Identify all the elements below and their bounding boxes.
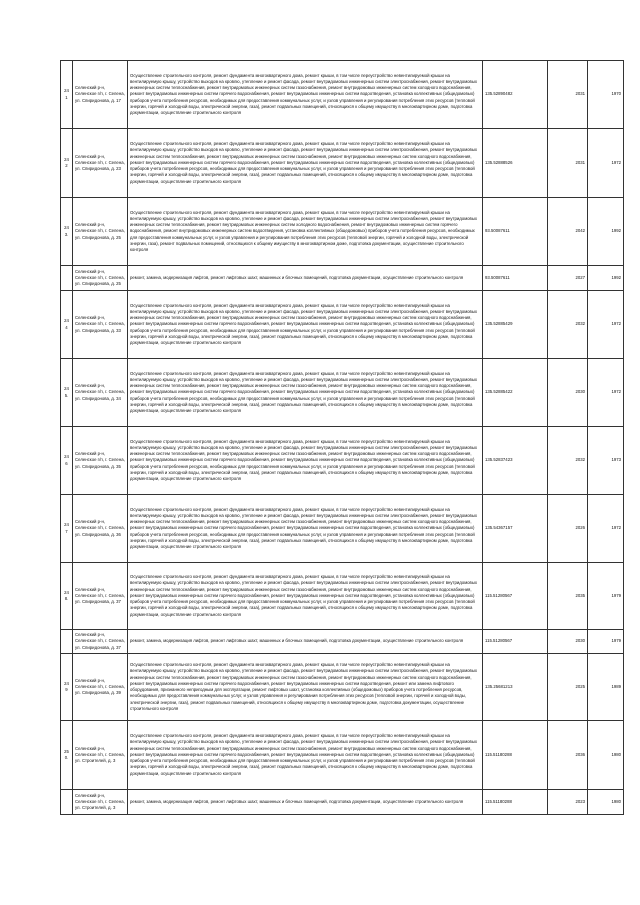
row-planned-year: 2030 — [548, 630, 588, 654]
row-planned-year: 2030 — [548, 359, 588, 427]
row-planned-year: 2025 — [548, 654, 588, 721]
row-number: 248. — [61, 563, 73, 630]
row-cadastral-number: 135.52888526 — [483, 129, 548, 198]
row-planned-year: 2032 — [548, 427, 588, 495]
row-year-built: 1972 — [588, 495, 624, 563]
row-cadastral-number: 115.51180288 — [483, 721, 548, 790]
row-work-description: Осуществление строительного контроля, ремонт фундамента многоквартирного дома, ремонт крыши, в том числе переустройство невентилируемой крыши на вентилируемую крышу, устройство выходов на кровлю, утепление и ремонт фасада, ремонт внутридомовых инженерных систем электроснабжения, ремонт внутридомовых инженерных систем теплоснабжения, ремонт внутридомовых инженерных систем газоснабжения, ремонт внутридомовых инженерных систем холодного водоснабжения, ремонт внутридомовых инженерных систем горячего водоснабжения, ремонт внутридомовых инженерных систем водоотведения, установка коллективных (общедомовых) приборов учета потребления ресурсов, необходимых для предоставления коммунальных услуг, и узлов управления и регулирования потребления этих ресурсов (тепловой энергии, горячей и холодной воды, электрической энергии, газа), ремонт подвальных помещений, относящихся к общему имуществу в многоквартирном доме, подготовка документации, осуществление строительного контроля — [128, 359, 483, 427]
row-work-description: ремонт, замена, модернизация лифтов, ремонт лифтовых шахт, машинных и блочных помещений, подготовка документации, осуществление строительного контроля — [128, 266, 483, 291]
row-year-built: 1979 — [588, 563, 624, 630]
row-planned-year: 2042 — [548, 198, 588, 266]
row-work-description: Осуществление строительного контроля, ремонт фундамента многоквартирного дома, ремонт крыши, в том числе переустройство невентилируемой крыши на вентилируемую крышу, устройство выходов на кровлю, утепление и ремонт фасада, ремонт внутридомовых инженерных систем электроснабжения, ремонт внутридомовых инженерных систем теплоснабжения, ремонт внутридомовых инженерных систем газоснабжения, ремонт внутридомовых инженерных систем холодного водоснабжения, ремонт внутридомовых инженерных систем горячего водоснабжения, ремонт внутридомовых инженерных систем водоотведения, установка коллективных (общедомовых) приборов учета потребления ресурсов, необходимых для предоставления коммунальных услуг, и узлов управления и регулирования потребления этих ресурсов (тепловой энергии, горячей и холодной воды, электрической энергии, газа), ремонт подвальных помещений, относящихся к общему имуществу в многоквартирном доме, подготовка документации, осуществление строительного контроля — [128, 495, 483, 563]
row-work-description: Осуществление строительного контроля, ремонт фундамента многоквартирного дома, ремонт крыши, в том числе переустройство невентилируемой крыши на вентилируемую крышу, устройство выходов на кровлю, утепление и ремонт фасада, ремонт внутридомовых инженерных систем электроснабжения, ремонт внутридомовых инженерных систем теплоснабжения, ремонт внутридомовых инженерных систем газоснабжения, ремонт внутридомовых инженерных систем холодного водоснабжения, ремонт внутридомовых инженерных систем горячего водоснабжения, ремонт внутридомовых инженерных систем водоотведения, установка коллективных (общедомовых) приборов учета потребления ресурсов, необходимых для предоставления коммунальных услуг, и узлов управления и регулирования потребления этих ресурсов (тепловой энергии, горячей и холодной воды, электрической энергии, газа), ремонт подвальных помещений, относящихся к общему имуществу в многоквартирном доме, подготовка документации, осуществление строительного контроля — [128, 563, 483, 630]
row-number: 246 — [61, 427, 73, 495]
row-planned-year: 2027 — [548, 266, 588, 291]
row-cadastral-number: 135.25681213 — [483, 654, 548, 721]
row-cadastral-number: 115.51280567 — [483, 563, 548, 630]
row-address: Селенский р-н, Селенское г/п, г. Селена, ул. Спиридонова, д. 34 — [73, 359, 128, 427]
row-planned-year: 2032 — [548, 291, 588, 359]
table-row — [61, 721, 624, 790]
row-year-built: 1973 — [588, 427, 624, 495]
row-cadastral-number: 135.52890482 — [483, 61, 548, 129]
table-row — [61, 563, 624, 630]
row-work-description: ремонт, замена, модернизация лифтов, ремонт лифтовых шахт, машинных и блочных помещений, подготовка документации, осуществление строительного контроля — [128, 790, 483, 815]
row-planned-year: 2031 — [548, 129, 588, 198]
row-year-built: 1989 — [588, 654, 624, 721]
row-planned-year: 2031 — [548, 61, 588, 129]
row-year-built: 1972 — [588, 291, 624, 359]
table-row — [61, 266, 624, 291]
row-address: Селенский р-н, Селенское г/п, г. Селена, ул. Строителей, д. 3 — [73, 790, 128, 815]
row-year-built: 1970 — [588, 61, 624, 129]
row-year-built: 1972 — [588, 129, 624, 198]
row-work-description: Осуществление строительного контроля, ремонт фундамента многоквартирного дома, ремонт крыши, в том числе переустройство невентилируемой крыши на вентилируемую крышу, устройство выходов на кровлю, утепление и ремонт фасада, ремонт внутридомовых инженерных систем электроснабжения, ремонт внутридомовых инженерных систем теплоснабжения, ремонт внутридомовых инженерных систем газоснабжения, ремонт внутридомовых инженерных систем холодного водоснабжения, ремонт внутридомовых инженерных систем горячего водоснабжения, ремонт внутридомовых инженерных систем водоотведения, установка коллективных (общедомовых) приборов учета потребления ресурсов, необходимых для предоставления коммунальных услуг, и узлов управления и регулирования потребления этих ресурсов (тепловой энергии, горячей и холодной воды, электрической энергии, газа), ремонт подвальных помещений, относящихся к общему имуществу в многоквартирном доме, подготовка документации, осуществление строительного контроля — [128, 61, 483, 129]
row-planned-year: 2026 — [548, 495, 588, 563]
row-year-built: 1980 — [588, 790, 624, 815]
row-planned-year: 2023 — [548, 790, 588, 815]
row-number: 241 — [61, 61, 73, 129]
repair-schedule-table — [60, 60, 624, 815]
table-row — [61, 61, 624, 129]
table-row — [61, 129, 624, 198]
row-address: Селенский р-н, Селенское г/п, г. Селена, ул. Спиридонова, д. 17 — [73, 61, 128, 129]
row-address: Селенский р-н, Селенское г/п, г. Селена, ул. Спиридонова, д. 37 — [73, 630, 128, 654]
row-number: 247 — [61, 495, 73, 563]
table-row — [61, 198, 624, 266]
row-number: 242 — [61, 129, 73, 198]
row-cadastral-number: 135.52837423 — [483, 427, 548, 495]
row-cadastral-number: 135.52885429 — [483, 291, 548, 359]
table-row — [61, 291, 624, 359]
row-address: Селенский р-н, Селенское г/п, г. Селена, ул. Спиридонова, д. 25 — [73, 198, 128, 266]
row-number: 249 — [61, 654, 73, 721]
row-cadastral-number: 115.51180288 — [483, 790, 548, 815]
row-year-built: 1979 — [588, 630, 624, 654]
row-address: Селенский р-н, Селенское г/п, г. Селена, ул. Спиридонова, д. 35 — [73, 427, 128, 495]
row-number: 245. — [61, 359, 73, 427]
table-row — [61, 359, 624, 427]
row-address: Селенский р-н, Селенское г/п, г. Селена, ул. Спиридонова, д. 25 — [73, 266, 128, 291]
row-work-description: Осуществление строительного контроля, ремонт фундамента многоквартирного дома, ремонт крыши, в том числе переустройство невентилируемой крыши на вентилируемую крышу, устройство выходов на кровлю, утепление и ремонт фасада, ремонт внутридомовых инженерных систем электроснабжения, ремонт внутридомовых инженерных систем теплоснабжения, ремонт внутридомовых инженерных систем газоснабжения, ремонт внутридомовых инженерных систем холодного водоснабжения, ремонт внутридомовых инженерных систем горячего водоснабжения, ремонт внутридомовых инженерных систем водоотведения, установка коллективных (общедомовых) приборов учета потребления ресурсов, необходимых для предоставления коммунальных услуг, и узлов управления и регулирования потребления этих ресурсов (тепловой энергии, горячей и холодной воды, электрической энергии, газа), ремонт подвальных помещений, относящихся к общему имуществу в многоквартирном доме, подготовка документации, осуществление строительного контроля — [128, 427, 483, 495]
row-number: 250. — [61, 721, 73, 790]
table-row — [61, 654, 624, 721]
row-address: Селенский р-н, Селенское г/п, г. Селена, ул. Спиридонова, д. 23 — [73, 129, 128, 198]
row-year-built: 1980 — [588, 721, 624, 790]
row-planned-year: 2036 — [548, 721, 588, 790]
row-cadastral-number: 93.50087611 — [483, 198, 548, 266]
row-number — [61, 790, 73, 815]
row-number — [61, 630, 73, 654]
row-address: Селенский р-н, Селенское г/п, г. Селена, ул. Спиридонова, д. 33 — [73, 291, 128, 359]
row-year-built: 1992 — [588, 266, 624, 291]
row-cadastral-number: 135.52885422 — [483, 359, 548, 427]
row-number: 243. — [61, 198, 73, 266]
row-year-built: 1972 — [588, 359, 624, 427]
row-work-description: Осуществление строительного контроля, ремонт фундамента многоквартирного дома, ремонт крыши, в том числе переустройство невентилируемой крыши на вентилируемую крышу, устройство выходов на кровлю, утепление и ремонт фасада, ремонт внутридомовых инженерных систем электроснабжения, ремонт внутридомовых инженерных систем теплоснабжения, ремонт внутридомовых инженерных систем газоснабжения, ремонт внутридомовых инженерных систем холодного водоснабжения, ремонт внутридомовых инженерных систем горячего водоснабжения, ремонт внутридомовых инженерных систем водоотведения, установка коллективных (общедомовых) приборов учета потребления ресурсов, необходимых для предоставления коммунальных услуг, и узлов управления и регулирования потребления этих ресурсов (тепловой энергии, горячей и холодной воды, электрической энергии, газа), ремонт подвальных помещений, относящихся к общему имуществу в многоквартирном доме, подготовка документации, осуществление строительного контроля — [128, 291, 483, 359]
row-work-description: Осуществление строительного контроля, ремонт фундамента многоквартирного дома, ремонт крыши, в том числе переустройство невентилируемой крыши на вентилируемую крышу, устройство выходов на кровлю, утепление и ремонт фасада, ремонт внутридомовых инженерных систем электроснабжения, ремонт внутридомовых инженерных систем теплоснабжения, ремонт внутридомовых инженерных систем газоснабжения, ремонт внутридомовых инженерных систем холодного водоснабжения, ремонт внутридомовых инженерных систем горячего водоснабжения, ремонт внутридомовых инженерных систем водоотведения, установка коллективных (общедомовых) приборов учета потребления ресурсов, необходимых для предоставления коммунальных услуг, и узлов управления и регулирования потребления этих ресурсов (тепловой энергии, горячей и холодной воды, электрической энергии, газа), ремонт подвальных помещений, относящихся к общему имуществу в многоквартирном доме, подготовка документации, осуществление строительного контроля — [128, 721, 483, 790]
table-row — [61, 427, 624, 495]
row-cadastral-number: 135.54367157 — [483, 495, 548, 563]
row-address: Селенский р-н, Селенское г/п, г. Селена, ул. Строителей, д. 3 — [73, 721, 128, 790]
table-row — [61, 495, 624, 563]
row-cadastral-number: 93.50087611 — [483, 266, 548, 291]
row-planned-year: 2035 — [548, 563, 588, 630]
row-address: Селенский р-н, Селенское г/п, г. Селена, ул. Спиридонова, д. 36 — [73, 495, 128, 563]
row-year-built: 1992 — [588, 198, 624, 266]
table-row — [61, 630, 624, 654]
row-work-description: Осуществление строительного контроля, ремонт фундамента многоквартирного дома, ремонт крыши, в том числе переустройство невентилируемой крыши на вентилируемую крышу, устройство выходов на кровлю, утепление и ремонт фасада, ремонт внутридомовых инженерных систем электроснабжения, ремонт внутридомовых инженерных систем теплоснабжения, ремонт внутридомовых инженерных систем газоснабжения, ремонт внутридомовых инженерных систем холодного водоснабжения, ремонт внутридомовых инженерных систем горячего водоснабжения, ремонт внутридомовых инженерных систем водоотведения, установка коллективных (общедомовых) приборов учета потребления ресурсов, необходимых для предоставления коммунальных услуг, и узлов управления и регулирования потребления этих ресурсов (тепловой энергии, горячей и холодной воды, электрической энергии, газа), ремонт подвальных помещений, относящихся к общему имуществу в многоквартирном доме, подготовка документации, осуществление строительного контроля — [128, 129, 483, 198]
row-number — [61, 266, 73, 291]
row-address: Селенский р-н, Селенское г/п, г. Селена, ул. Спиридонова, д. 37 — [73, 563, 128, 630]
row-cadastral-number: 115.51280567 — [483, 630, 548, 654]
row-work-description: ремонт, замена, модернизация лифтов, ремонт лифтовых шахт, машинных и блочных помещений, подготовка документации, осуществление строительного контроля — [128, 630, 483, 654]
row-number: 244 — [61, 291, 73, 359]
row-work-description: Осуществление строительного контроля, ремонт фундамента многоквартирного дома, ремонт крыши, в том числе переустройство невентилируемой крыши на вентилируемую крышу, устройство выходов на кровлю, утепление и ремонт фасада, ремонт внутридомовых инженерных систем электроснабжения, ремонт внутридомовых инженерных систем теплоснабжения, ремонт внутридомовых инженерных систем холодного водоснабжения, ремонт внутридомовых инженерных систем горячего водоснабжения, ремонт внутридомовых инженерных систем водоотведения, установка коллективных (общедомовых) приборов учета потребления ресурсов, необходимых для предоставления коммунальных услуг, и узлов управления и регулирования потребления этих ресурсов (тепловой энергии, горячей и холодной воды, электрической энергии, газа), ремонт подвальных помещений, относящихся к общему имуществу в многоквартирном доме, подготовка документации, осуществление строительного контроля — [128, 198, 483, 266]
row-address: Селенский р-н, Селенское г/п, г. Селена, ул. Спиридонова, д. 39 — [73, 654, 128, 721]
table-row — [61, 790, 624, 815]
row-work-description: Осуществление строительного контроля, ремонт фундамента многоквартирного дома, ремонт крыши, в том числе переустройство невентилируемой крыши на вентилируемую крышу, устройство выходов на кровлю, утепление и ремонт фасада, ремонт внутридомовых инженерных систем электроснабжения, ремонт внутридомовых инженерных систем теплоснабжения, ремонт внутридомовых инженерных систем газоснабжения, ремонт внутридомовых инженерных систем холодного водоснабжения, ремонт внутридомовых инженерных систем горячего водоснабжения, ремонт внутридомовых инженерных систем водоотведения, ремонт или замена лифтового оборудования, признанного непригодным для эксплуатации, ремонт лифтовых шахт, установка коллективных (общедомовых) приборов учета потребления ресурсов, необходимых для предоставления коммунальных услуг, и узлов управления и регулирования потребления этих ресурсов (тепловой энергии, горячей и холодной воды, электрической энергии, газа), ремонт подвальных помещений, относящихся к общему имуществу в многоквартирном доме, подготовка документации, осуществление строительного контроля — [128, 654, 483, 721]
table-body — [61, 61, 624, 815]
